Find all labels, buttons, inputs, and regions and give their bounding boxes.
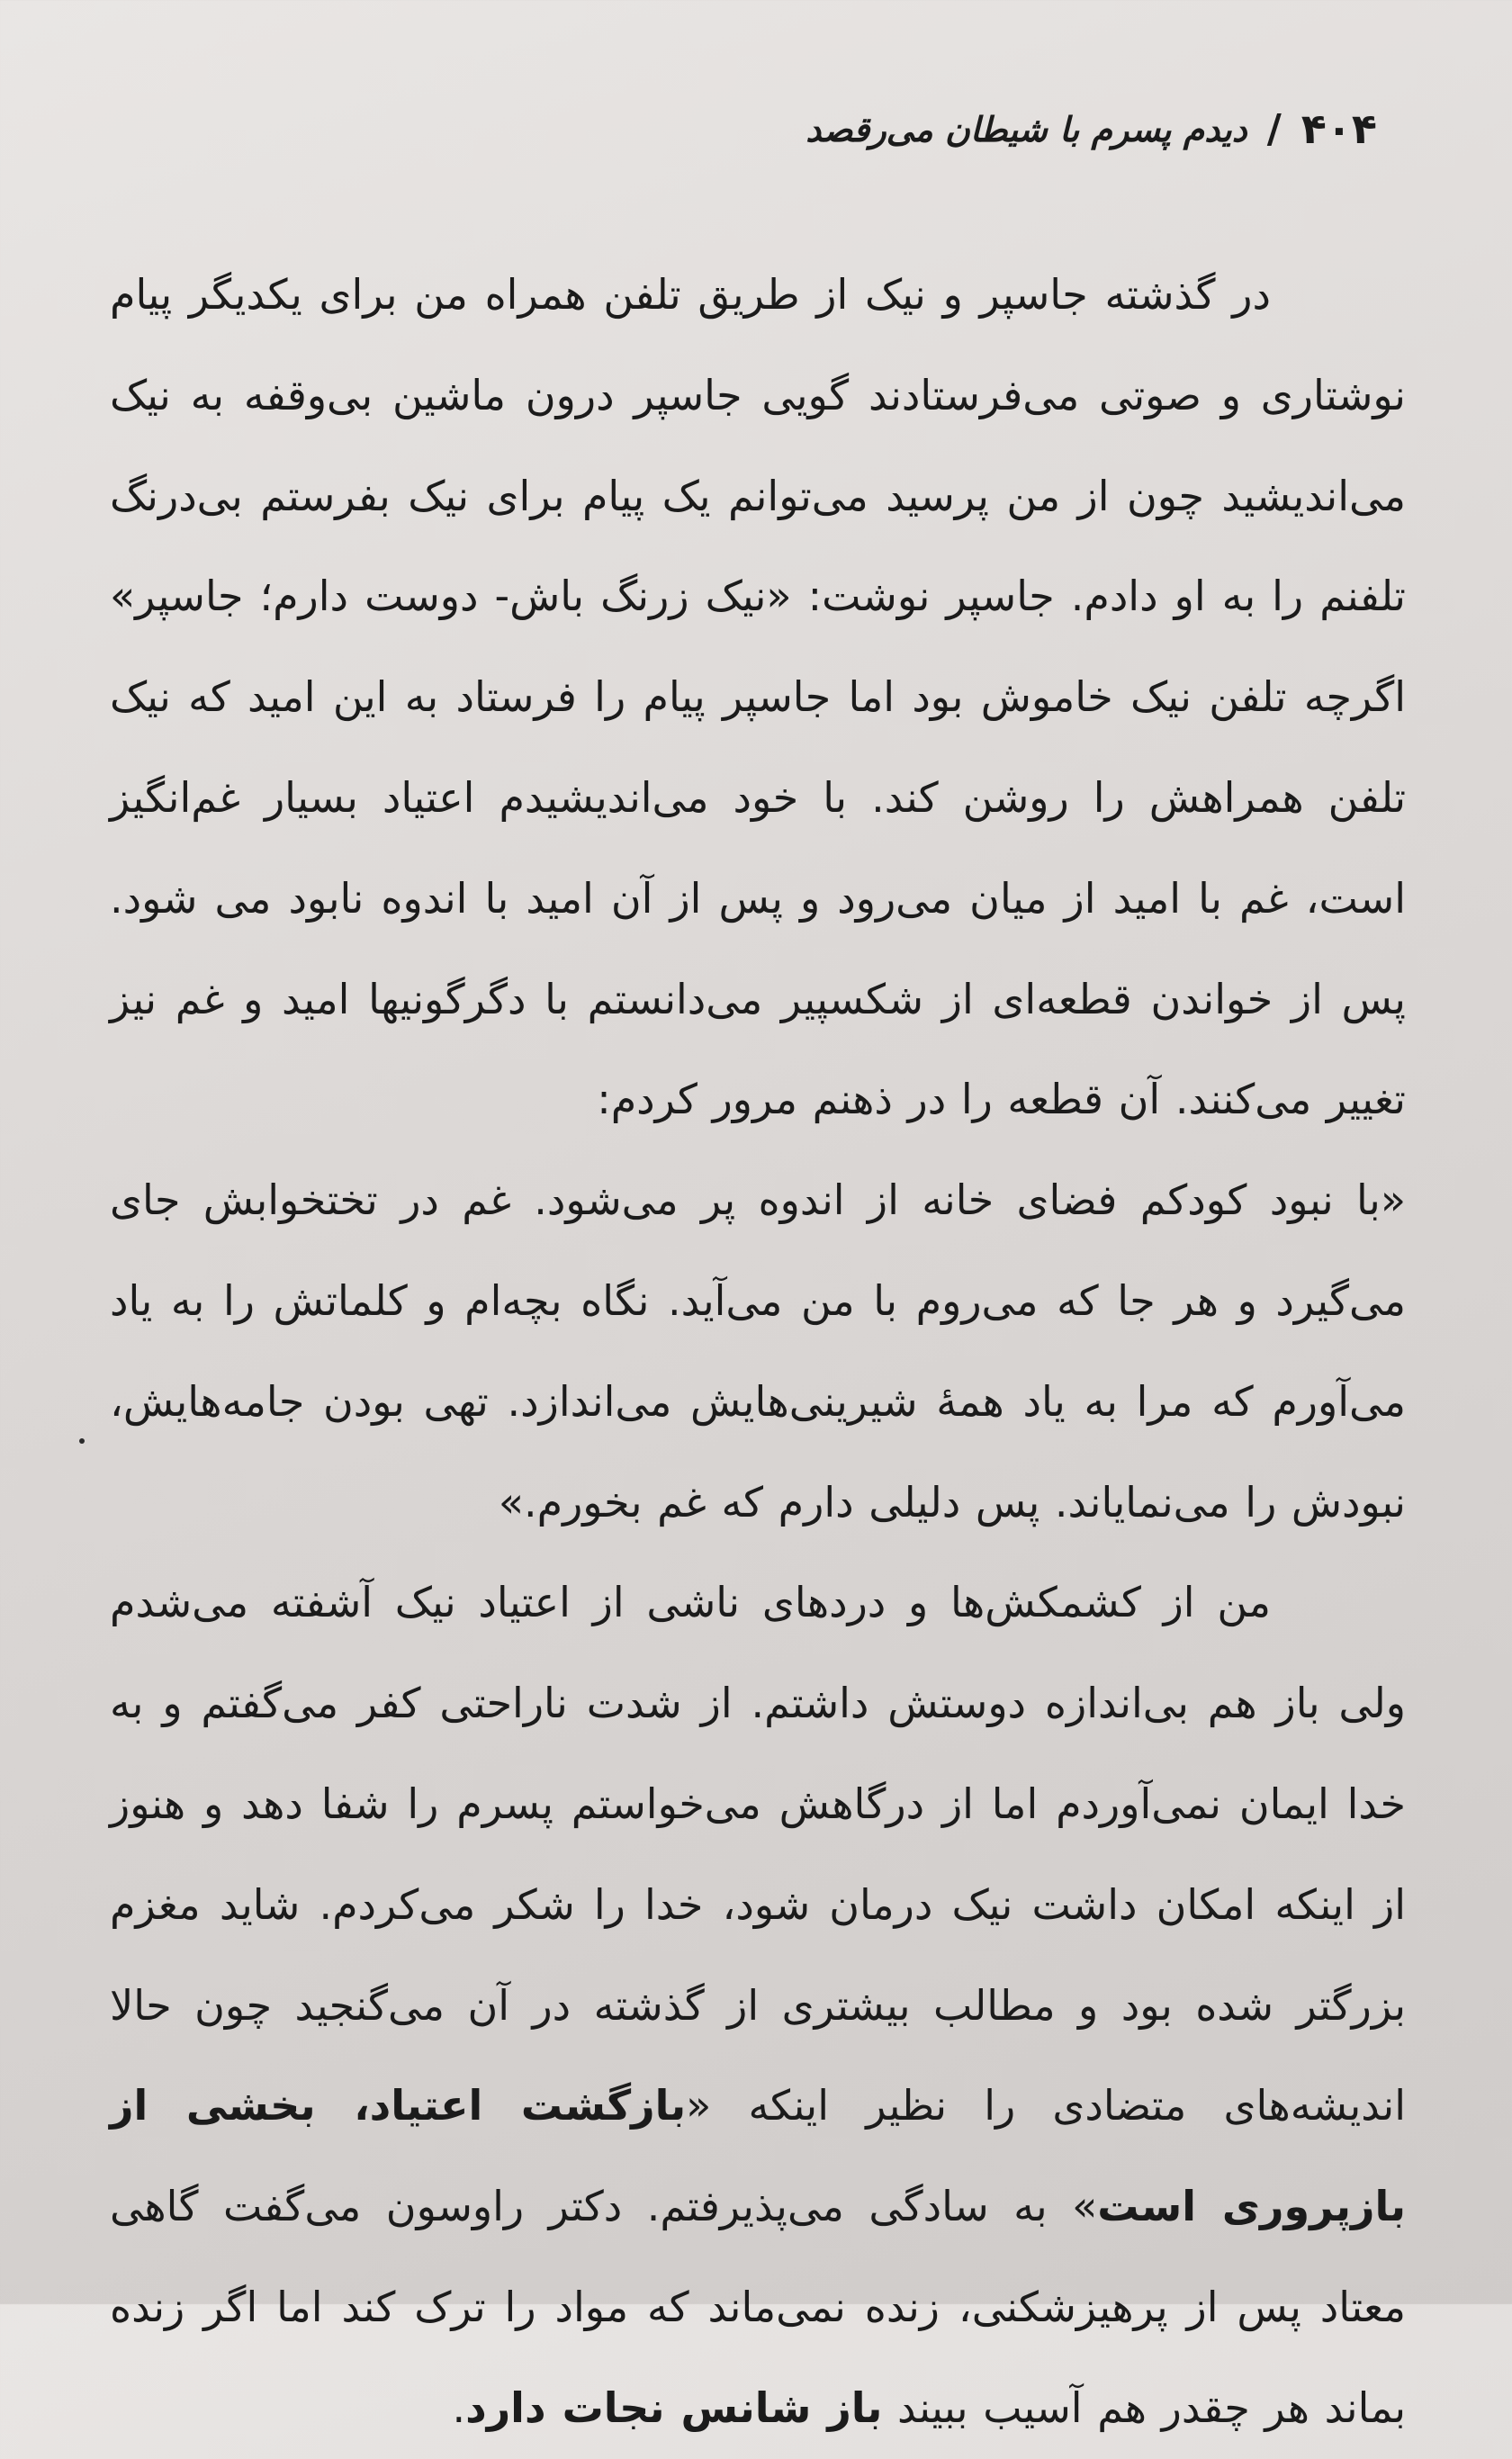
page-number: ۴۰۴ bbox=[1300, 104, 1377, 153]
running-head bbox=[801, 97, 1377, 160]
paragraph-3-text-a: من از کشمکش‌ها و دردهای ناشی از اعتیاد نیک آشفته می‌شدم ولی باز هم بی‌اندازه دوستش داشتم. از شدت ناراحتی کفر می‌گفتم و به خدا ایمان نمی‌آوردم اما از درگاهش می‌خواستم پسرم را شفا دهد و هنوز از اینکه امکان داشت نیک درمان شود، خدا را شکر می‌کردم. شاید مغزم بزرگتر شده بود و مطالب بیشتری از گذشته در آن می‌گنجید چون حالا اندیشه‌های متضادی را نظیر اینکه « bbox=[110, 1578, 1406, 2130]
bold-phrase-chance: باز شانس نجات دارد bbox=[465, 2382, 883, 2432]
paragraph-3-text-b: » به سادگی می‌پذیرفتم. دکتر راوسون می‌گفت گاهی معتاد پس از پرهیزشکنی، زنده نمی‌ماند که مواد را ترک کند اما اگر زنده بماند هر چقدر هم آسیب ببیند bbox=[110, 2182, 1406, 2432]
book-title: دیدم پسرم با شیطان می‌رقصد bbox=[806, 108, 1247, 149]
bold-phrase-relapse: بازگشت اعتیاد، بخشی از بازپروری است bbox=[110, 2081, 1406, 2231]
paragraph-1: در گذشته جاسپر و نیک از طریق تلفن همراه من برای یکدیگر پیام نوشتاری و صوتی می‌فرستادند گویی جاسپر درون ماشین بی‌وقفه به نیک می‌اندیشید چون از من پرسید می‌توانم یک پیام برای نیک بفرستم بی‌درنگ تلفنم را به او دادم. جاسپر نوشت: «نیک زرنگ باش- دوست دارم؛ جاسپر» اگرچه تلفن نیک خاموش بود اما جاسپر پیام را فرستاد به این امید که نیک تلفن همراهش را روشن کند. با خود می‌اندیشیدم اعتیاد بسیار غم‌انگیز است، غم با امید از میان می‌رود و پس از آن امید با اندوه نابود می شود. پس از خواندن قطعه‌ای از شکسپیر می‌دانستم با دگرگونیها امید و غم نیز تغییر می‌کنند. آن قطعه را در ذهنم مرور کردم: bbox=[110, 270, 1406, 1124]
margin-mark bbox=[79, 1438, 85, 1444]
header-separator: / bbox=[1266, 105, 1282, 152]
quote-paragraph: «با نبود کودکم فضای خانه از اندوه پر می‌شود. غم در تختخوابش جای می‌گیرد و هر جا که می‌روم با من می‌آید. نگاه بچه‌ام و کلماتش را به یاد می‌آورم که مرا به یاد همهٔ شیرینی‌هایش می‌اندازد. تهی بودن جامه‌هایش، نبودش را می‌نمایاند. پس دلیلی دارم که غم بخورم.» bbox=[110, 1175, 1406, 1527]
paragraph-3 bbox=[110, 1553, 1406, 2458]
body-text bbox=[110, 245, 1406, 2459]
paragraph-3-text-c: . bbox=[452, 2382, 466, 2432]
